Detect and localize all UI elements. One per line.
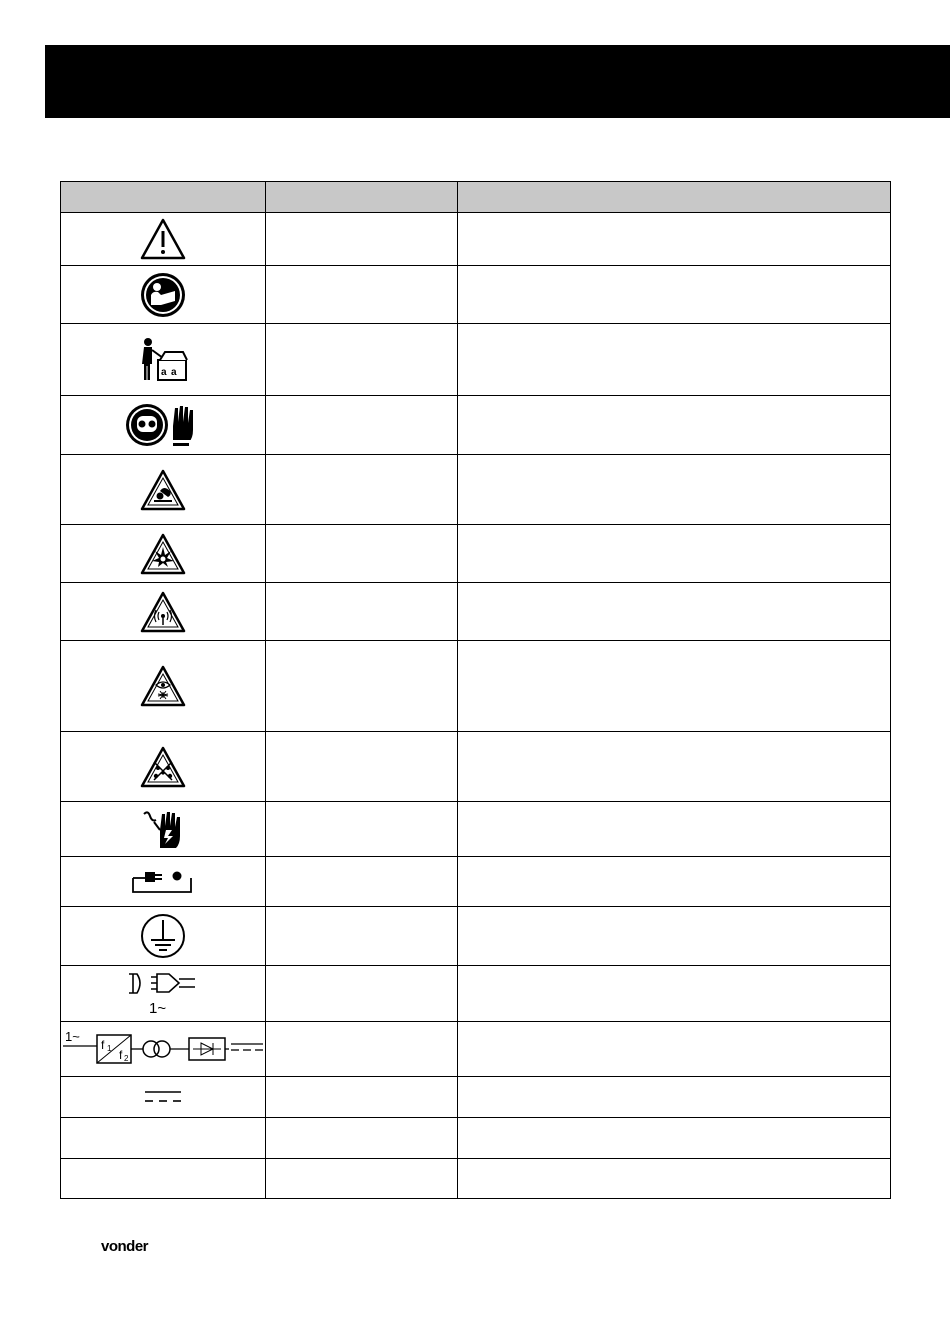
symbol-cell <box>61 857 266 907</box>
symbol-cell <box>61 266 266 324</box>
symbol-name <box>266 966 458 1022</box>
header-bar <box>45 45 950 118</box>
symbol-name <box>266 396 458 455</box>
symbol-description <box>458 1077 891 1118</box>
ppe-mask-glove-icon <box>125 402 201 448</box>
symbol-name <box>266 907 458 966</box>
inverter-input-label: 1~ <box>65 1029 80 1044</box>
warning-triangle-icon <box>139 217 187 261</box>
symbol-cell <box>61 1159 266 1199</box>
column-header-description <box>458 182 891 213</box>
table-row <box>61 1077 891 1118</box>
symbol-description <box>458 1159 891 1199</box>
table-row <box>61 802 891 857</box>
symbol-description <box>458 324 891 396</box>
symbol-cell <box>61 396 266 455</box>
symbol-cell <box>61 732 266 802</box>
svg-text:a: a <box>161 366 167 378</box>
table-row <box>61 907 891 966</box>
symbol-name <box>266 732 458 802</box>
table-row <box>61 966 891 1022</box>
symbol-cell <box>61 583 266 641</box>
symbol-description <box>458 1118 891 1159</box>
symbol-cell <box>61 1022 266 1077</box>
table-row <box>61 1022 891 1077</box>
symbol-description <box>458 907 891 966</box>
radiation-hazard-icon <box>140 591 186 633</box>
symbol-description <box>458 802 891 857</box>
recycle-bin-icon <box>135 336 191 384</box>
symbol-name <box>266 213 458 266</box>
symbol-cell <box>61 802 266 857</box>
symbol-description <box>458 857 891 907</box>
inverter-diagram-icon <box>63 1029 263 1069</box>
table-header-row <box>61 182 891 213</box>
table-row <box>61 455 891 525</box>
column-header-name <box>266 182 458 213</box>
inverter-f2-subscript: 2 <box>124 1054 129 1063</box>
symbol-description <box>458 966 891 1022</box>
symbol-name <box>266 1159 458 1199</box>
inverter-f1-subscript: 1 <box>107 1044 112 1053</box>
table-row <box>61 641 891 732</box>
symbol-description <box>458 213 891 266</box>
symbol-name <box>266 641 458 732</box>
table-row <box>61 1159 891 1199</box>
symbol-cell <box>61 1118 266 1159</box>
symbol-description <box>458 455 891 525</box>
fire-sparks-hazard-icon <box>140 746 186 788</box>
symbol-description <box>458 583 891 641</box>
symbol-cell <box>61 455 266 525</box>
read-manual-icon <box>139 271 187 319</box>
symbol-name <box>266 455 458 525</box>
electric-shock-icon <box>140 808 186 850</box>
symbol-description <box>458 1022 891 1077</box>
explosion-hazard-icon <box>140 533 186 575</box>
svg-text:a: a <box>171 366 177 378</box>
table-row <box>61 732 891 802</box>
single-phase-plug-icon <box>127 971 199 1017</box>
symbol-description <box>458 525 891 583</box>
inverter-f1-label: f <box>101 1038 105 1052</box>
fumes-hazard-icon <box>140 469 186 511</box>
symbols-table <box>60 181 891 1199</box>
symbol-cell <box>61 213 266 266</box>
symbol-cell <box>61 966 266 1022</box>
symbol-name <box>266 802 458 857</box>
symbol-name <box>266 857 458 907</box>
symbol-name <box>266 583 458 641</box>
table-row <box>61 857 891 907</box>
ground-earth-icon <box>139 912 187 960</box>
symbol-cell <box>61 907 266 966</box>
symbol-cell <box>61 641 266 732</box>
table-row <box>61 583 891 641</box>
table-row <box>61 525 891 583</box>
power-plug-icon <box>131 868 195 896</box>
eye-arc-hazard-icon <box>140 665 186 707</box>
symbol-name <box>266 1077 458 1118</box>
symbol-name <box>266 1022 458 1077</box>
symbol-cell <box>61 1077 266 1118</box>
direct-current-icon <box>143 1087 183 1107</box>
table-row <box>61 266 891 324</box>
symbol-name <box>266 525 458 583</box>
table-row <box>61 324 891 396</box>
inverter-f2-label: f <box>119 1048 123 1062</box>
symbol-name <box>266 1118 458 1159</box>
table-row <box>61 396 891 455</box>
symbol-description <box>458 641 891 732</box>
symbol-cell <box>61 525 266 583</box>
table-row <box>61 213 891 266</box>
symbol-description <box>458 266 891 324</box>
symbol-cell <box>61 324 266 396</box>
symbol-description <box>458 396 891 455</box>
symbol-name <box>266 324 458 396</box>
symbol-name <box>266 266 458 324</box>
brand-logo: vonder <box>101 1238 149 1255</box>
column-header-symbol <box>61 182 266 213</box>
symbol-description <box>458 732 891 802</box>
table-row <box>61 1118 891 1159</box>
single-phase-label: 1~ <box>149 999 167 1017</box>
